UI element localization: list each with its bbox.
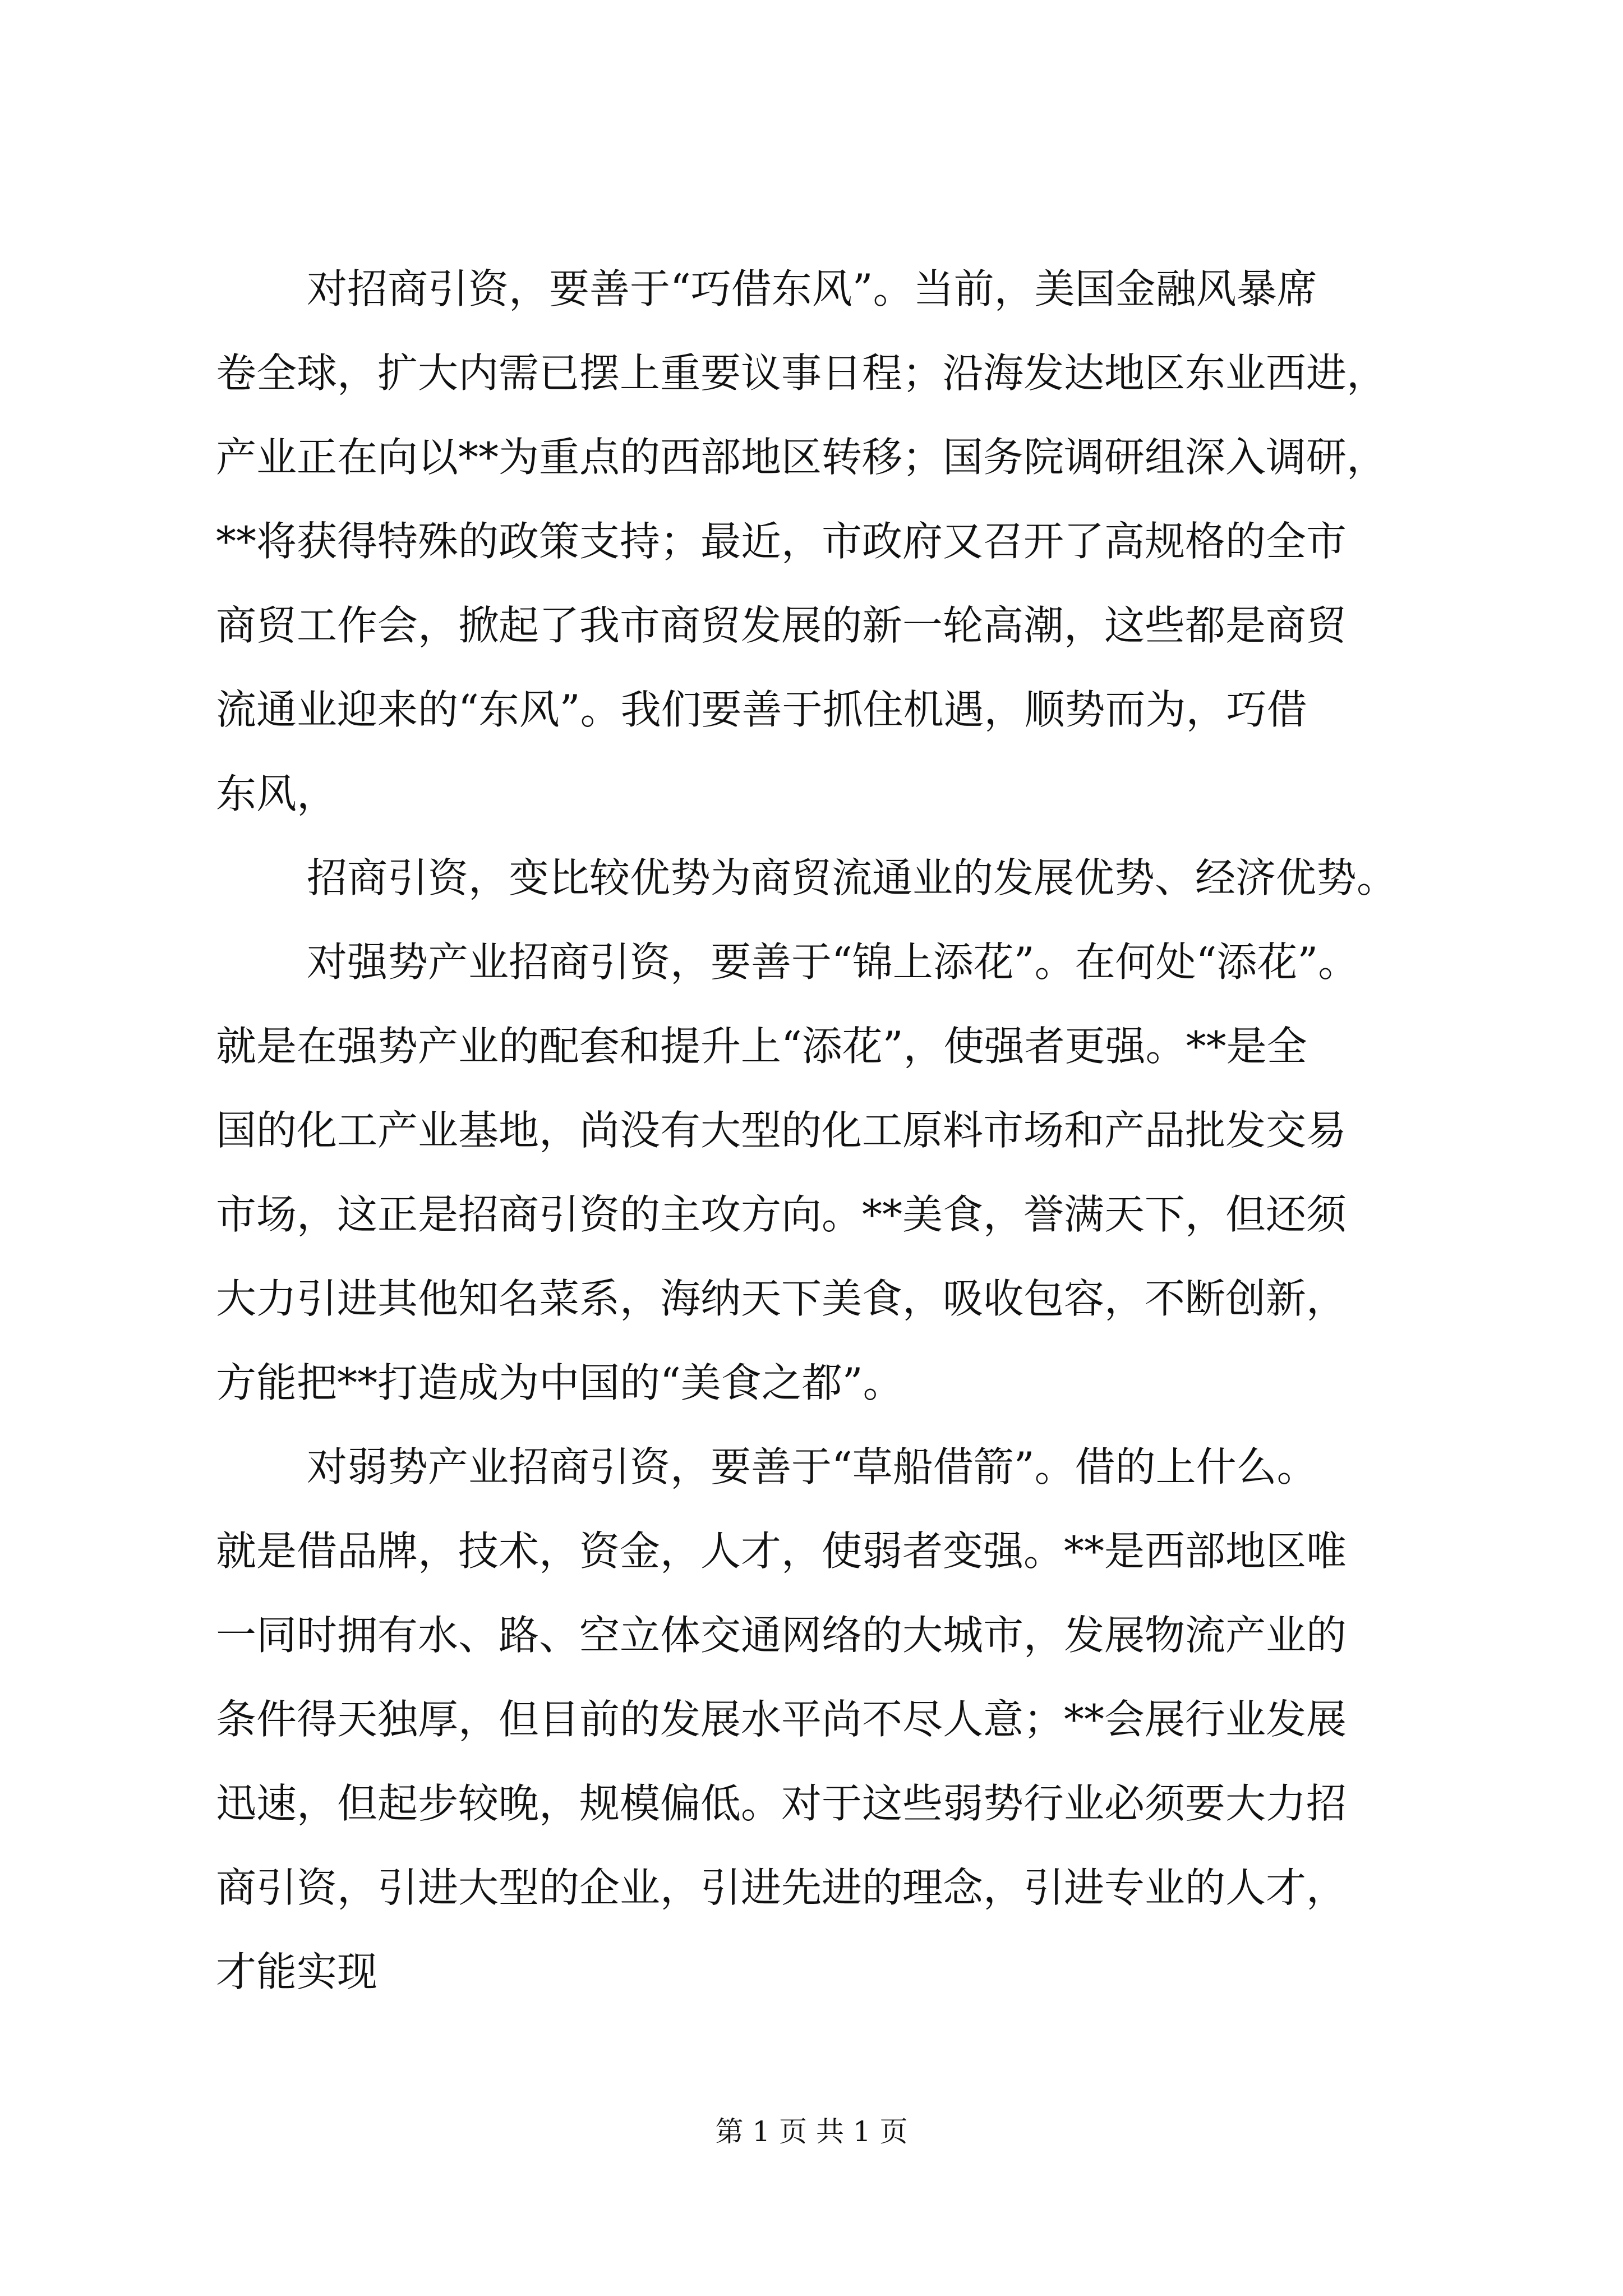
text-line: 方能把**打造成为中国的“美食之都”。 xyxy=(216,1359,903,1406)
text-line: 卷全球，扩大内需已摆上重要议事日程；沿海发达地区东业西进， xyxy=(216,349,1387,397)
text-line: 东风， xyxy=(216,770,338,817)
text-line: **将获得特殊的政策支持；最近，市政府又召开了高规格的全市 xyxy=(216,518,1347,565)
text-line: 才能实现 xyxy=(216,1948,378,1995)
page-footer xyxy=(0,2109,1623,2150)
text-line: 一同时拥有水、路、空立体交通网络的大城市，发展物流产业的 xyxy=(216,1612,1347,1659)
text-line: 对弱势产业招商引资，要善于“草船借箭”。借的上什么。 xyxy=(307,1443,1317,1490)
document-body xyxy=(216,247,1472,2014)
text-line: 对招商引资，要善于“巧借东风”。当前，美国金融风暴席 xyxy=(307,265,1317,312)
text-line: 产业正在向以**为重点的西部地区转移；国务院调研组深入调研， xyxy=(216,434,1387,481)
text-line: 流通业迎来的“东风”。我们要善于抓住机遇，顺势而为，巧借 xyxy=(216,686,1307,733)
text-line: 市场，这正是招商引资的主攻方向。**美食，誉满天下，但还须 xyxy=(216,1191,1347,1238)
text-line: 迅速，但起步较晚，规模偏低。对于这些弱势行业必须要大力招 xyxy=(216,1780,1347,1827)
text-line: 就是借品牌，技术，资金，人才，使弱者变强。**是西部地区唯 xyxy=(216,1527,1347,1575)
text-line: 招商引资，变比较优势为商贸流通业的发展优势、经济优势。 xyxy=(307,854,1398,901)
text-line: 条件得天独厚，但目前的发展水平尚不尽人意；**会展行业发展 xyxy=(216,1696,1347,1743)
page-number-label: 第 1 页 共 1 页 xyxy=(715,2115,908,2148)
text-line: 就是在强势产业的配套和提升上“添花”，使强者更强。**是全 xyxy=(216,1023,1307,1070)
text-line: 对强势产业招商引资，要善于“锦上添花”。在何处“添花”。 xyxy=(307,938,1359,986)
text-line: 国的化工产业基地，尚没有大型的化工原料市场和产品批发交易 xyxy=(216,1107,1347,1154)
text-line: 商引资，引进大型的企业，引进先进的理念，引进专业的人才， xyxy=(216,1864,1347,1911)
text-line: 商贸工作会，掀起了我市商贸发展的新一轮高潮，这些都是商贸 xyxy=(216,602,1347,649)
text-line: 大力引进其他知名菜系，海纳天下美食，吸收包容，不断创新， xyxy=(216,1275,1347,1322)
